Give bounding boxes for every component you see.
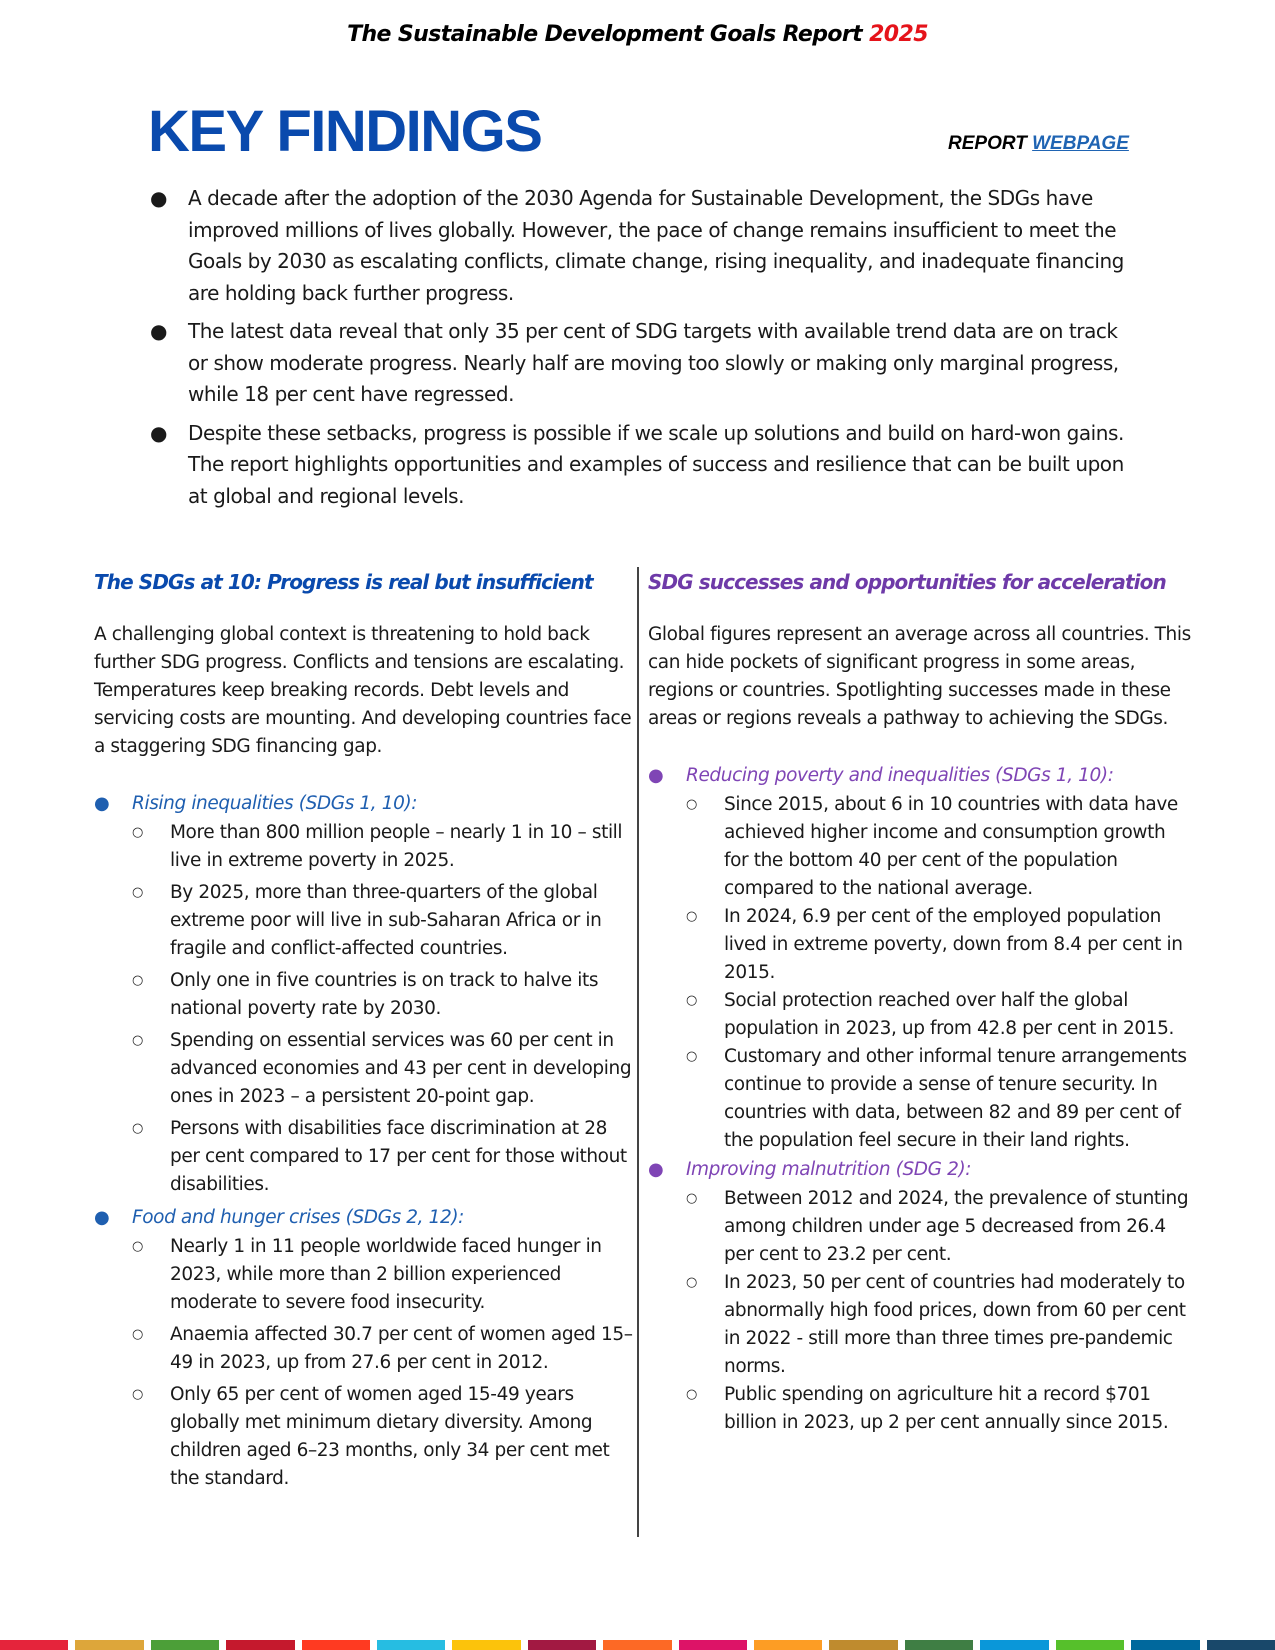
list-item: ○ In 2023, 50 per cent of countries had moderately to abnormally high food prices, down from 60 per cent in 2022 - still more than three times pre-pandemic norms.	[686, 1269, 1193, 1381]
report-webpage-link-group	[948, 133, 1129, 155]
sdg-color-swatch-16	[1131, 1640, 1199, 1650]
circle-bullet-icon: ○	[132, 1387, 143, 1402]
key-findings-title: KEY FINDINGS	[148, 99, 542, 164]
bullet-icon: ●	[648, 1159, 664, 1180]
list-item: ○ Between 2012 and 2024, the prevalence of stunting among children under age 5 decreased from 26.4 per cent to 23.2 per cent.	[686, 1185, 1193, 1269]
sdg-color-swatch-13	[905, 1640, 973, 1650]
bullet-icon: ●	[648, 765, 664, 786]
circle-bullet-icon: ○	[686, 1275, 697, 1290]
circle-bullet-icon: ○	[132, 885, 143, 900]
report-title	[0, 22, 1275, 47]
list-item: ○ Persons with disabilities face discrimination at 28 per cent compared to 17 per cent for those without disabilities.	[132, 1115, 639, 1199]
circle-bullet-icon: ○	[132, 825, 143, 840]
key-findings-list	[148, 183, 1133, 519]
sdg-color-swatch-15	[1056, 1640, 1124, 1650]
right-column-lead: Global figures represent an average across all countries. This can hide pockets of significant progress in some areas, regions or countries. Spotlighting successes made in these areas or regions reveals a pathway to achieving the SDGs.	[648, 624, 1191, 729]
sdg-color-swatch-10	[679, 1640, 747, 1650]
sdg-color-bar	[0, 1640, 1275, 1650]
bullet-icon: ●	[94, 793, 110, 814]
circle-bullet-icon: ○	[686, 909, 697, 924]
circle-bullet-icon: ○	[686, 993, 697, 1008]
list-item: ○ More than 800 million people – nearly 1 in 10 – still live in extreme poverty in 2025.	[132, 819, 639, 875]
sdg-color-swatch-1	[0, 1640, 68, 1650]
circle-bullet-icon: ○	[686, 1387, 697, 1402]
topic-rising-inequalities	[94, 789, 639, 1199]
circle-bullet-icon: ○	[132, 1121, 143, 1136]
sdg-color-swatch-17	[1207, 1640, 1275, 1650]
key-finding-item: ● Despite these setbacks, progress is possible if we scale up solutions and build on hard-won gains. The report highlights opportunities and examples of success and resilience that can be built upon at global and regional levels.	[148, 418, 1133, 513]
bullet-icon: ●	[150, 319, 168, 343]
left-column	[94, 568, 639, 1497]
report-title-text: The Sustainable Development Goals Report	[347, 22, 863, 47]
circle-bullet-icon: ○	[132, 1327, 143, 1342]
circle-bullet-icon: ○	[132, 1033, 143, 1048]
left-column-heading: The SDGs at 10: Progress is real but insufficient	[94, 570, 593, 594]
report-label: REPORT	[948, 133, 1027, 154]
sdg-color-swatch-12	[829, 1640, 897, 1650]
key-finding-item: ● The latest data reveal that only 35 per cent of SDG targets with available trend data are on track or show moderate progress. Nearly half are moving too slowly or making only marginal progress, while 18 per cent have regressed.	[148, 316, 1133, 411]
circle-bullet-icon: ○	[686, 1191, 697, 1206]
topic-label: Improving malnutrition (SDG 2):	[686, 1159, 972, 1180]
list-item: ○ Since 2015, about 6 in 10 countries with data have achieved higher income and consumption growth for the bottom 40 per cent of the population compared to the national average.	[686, 791, 1193, 903]
sdg-color-swatch-4	[226, 1640, 294, 1650]
right-column	[648, 568, 1193, 1437]
topic-improving-malnutrition	[648, 1155, 1193, 1437]
sdg-color-swatch-7	[452, 1640, 520, 1650]
topic-label: Reducing poverty and inequalities (SDGs 1, 10):	[686, 765, 1114, 786]
key-finding-item: ● A decade after the adoption of the 2030 Agenda for Sustainable Development, the SDGs have improved millions of lives globally. However, the pace of change remains insufficient to meet the Goals by 2030 as escalating conflicts, climate change, rising inequality, and inadequate financing are holding back further progress.	[148, 183, 1133, 309]
bullet-icon: ●	[150, 420, 168, 445]
topic-label: Rising inequalities (SDGs 1, 10):	[132, 793, 418, 814]
left-topics	[94, 789, 639, 1493]
sdg-color-swatch-11	[754, 1640, 822, 1650]
list-item: ○ Social protection reached over half the global population in 2023, up from 42.8 per cent in 2015.	[686, 987, 1193, 1043]
list-item: ○ Only 65 per cent of women aged 15-49 years globally met minimum dietary diversity. Among children aged 6–23 months, only 34 per cent met the standard.	[132, 1381, 639, 1493]
bullet-icon: ●	[94, 1207, 110, 1228]
topic-food-hunger	[94, 1203, 639, 1493]
webpage-link[interactable]: WEBPAGE	[1032, 133, 1129, 154]
sdg-color-swatch-9	[603, 1640, 671, 1650]
topic-reducing-poverty	[648, 761, 1193, 1155]
list-item: ○ Nearly 1 in 11 people worldwide faced hunger in 2023, while more than 2 billion experienced moderate to severe food insecurity.	[132, 1233, 639, 1317]
sdg-color-swatch-3	[151, 1640, 219, 1650]
right-topics	[648, 761, 1193, 1437]
circle-bullet-icon: ○	[686, 1049, 697, 1064]
sdg-color-swatch-8	[528, 1640, 596, 1650]
sdg-color-swatch-6	[377, 1640, 445, 1650]
topic-label: Food and hunger crises (SDGs 2, 12):	[132, 1207, 465, 1228]
right-column-heading: SDG successes and opportunities for acceleration	[648, 570, 1166, 594]
list-item: ○ By 2025, more than three-quarters of the global extreme poor will live in sub-Saharan Africa or in fragile and conflict-affected countries.	[132, 879, 639, 963]
list-item: ○ Customary and other informal tenure arrangements continue to provide a sense of tenure security. In countries with data, between 82 and 89 per cent of the population feel secure in their land rights.	[686, 1043, 1193, 1155]
list-item: ○ Spending on essential services was 60 per cent in advanced economies and 43 per cent in developing ones in 2023 – a persistent 20-point gap.	[132, 1027, 639, 1111]
sdg-color-swatch-2	[75, 1640, 143, 1650]
circle-bullet-icon: ○	[132, 1239, 143, 1254]
bullet-icon: ●	[150, 186, 168, 210]
circle-bullet-icon: ○	[132, 973, 143, 988]
list-item: ○ Public spending on agriculture hit a record $701 billion in 2023, up 2 per cent annually since 2015.	[686, 1381, 1193, 1437]
circle-bullet-icon: ○	[686, 797, 697, 812]
list-item: ○ Only one in five countries is on track to halve its national poverty rate by 2030.	[132, 967, 639, 1023]
list-item: ○ Anaemia affected 30.7 per cent of women aged 15–49 in 2023, up from 27.6 per cent in 2012.	[132, 1321, 639, 1377]
sdg-color-swatch-14	[980, 1640, 1048, 1650]
report-year: 2025	[869, 22, 928, 47]
list-item: ○ In 2024, 6.9 per cent of the employed population lived in extreme poverty, down from 8.4 per cent in 2015.	[686, 903, 1193, 987]
left-column-lead: A challenging global context is threatening to hold back further SDG progress. Conflicts and tensions are escalating. Temperatures keep breaking records. Debt levels and servicing costs are mounting. And developing countries face a staggering SDG financing gap.	[94, 624, 632, 757]
sdg-color-swatch-5	[302, 1640, 370, 1650]
